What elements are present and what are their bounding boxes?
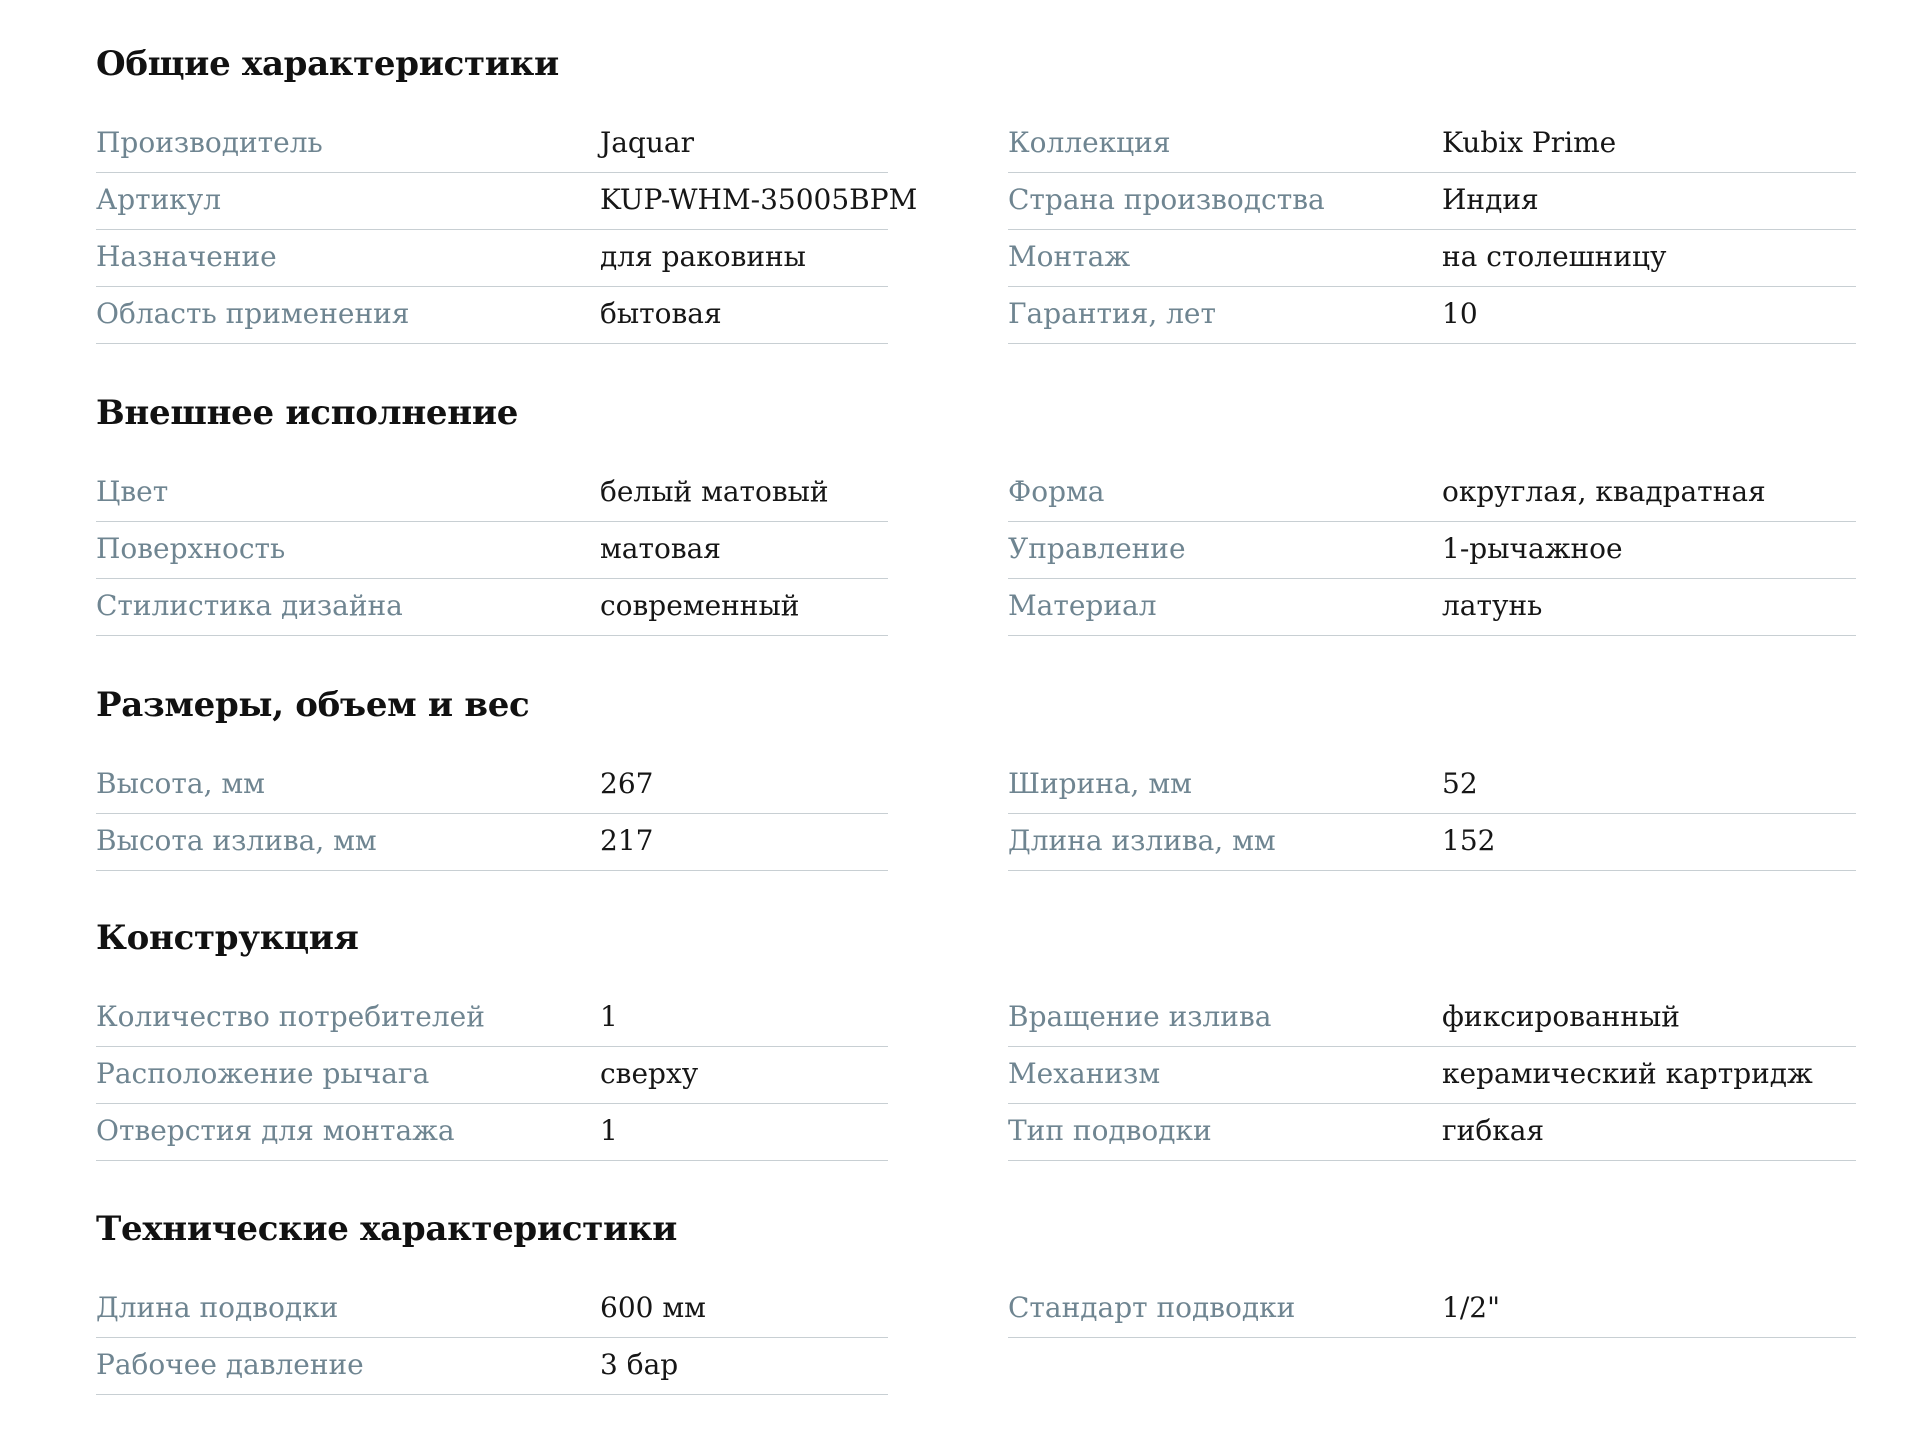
spec-label: Высота, мм <box>96 767 265 800</box>
section-title: Конструкция <box>96 918 359 958</box>
spec-value: 1 <box>600 1114 618 1147</box>
spec-label: Высота излива, мм <box>96 824 377 857</box>
spec-column-left <box>96 116 918 344</box>
spec-label: Область применения <box>96 297 410 330</box>
spec-value: 267 <box>600 767 654 800</box>
spec-row <box>1008 116 1856 173</box>
spec-value: 600 мм <box>600 1291 706 1324</box>
spec-label: Управление <box>1008 532 1186 565</box>
spec-column-left <box>96 757 888 871</box>
section-title: Общие характеристики <box>96 44 559 84</box>
spec-value: современный <box>600 589 800 622</box>
spec-value: округлая, квадратная <box>1442 475 1766 508</box>
spec-row <box>96 173 918 230</box>
section-title: Технические характеристики <box>96 1209 678 1249</box>
spec-column-left <box>96 990 888 1161</box>
section-title: Внешнее исполнение <box>96 393 519 433</box>
spec-label: Стилистика дизайна <box>96 589 403 622</box>
spec-row <box>1008 990 1856 1047</box>
spec-value: 1-рычажное <box>1442 532 1623 565</box>
spec-value: 1/2" <box>1442 1291 1500 1324</box>
spec-row <box>96 1104 888 1161</box>
spec-row <box>96 1338 888 1395</box>
section-general <box>96 44 1856 330</box>
spec-row <box>96 579 888 636</box>
spec-label: Расположение рычага <box>96 1057 430 1090</box>
spec-row <box>96 990 888 1047</box>
spec-value: 1 <box>600 1000 618 1033</box>
spec-value: Kubix Prime <box>1442 126 1617 159</box>
spec-row <box>1008 287 1856 344</box>
spec-value: на столешницу <box>1442 240 1667 273</box>
spec-row <box>1008 522 1856 579</box>
spec-label: Механизм <box>1008 1057 1161 1090</box>
spec-row <box>1008 814 1856 871</box>
spec-label: Назначение <box>96 240 277 273</box>
spec-label: Страна производства <box>1008 183 1325 216</box>
section-appearance <box>96 393 1856 622</box>
spec-value: матовая <box>600 532 721 565</box>
spec-label: Тип подводки <box>1008 1114 1212 1147</box>
spec-row <box>1008 173 1856 230</box>
spec-column-left <box>96 465 888 636</box>
spec-row <box>96 230 888 287</box>
spec-label: Артикул <box>96 183 222 216</box>
spec-label: Ширина, мм <box>1008 767 1192 800</box>
spec-value: 52 <box>1442 767 1478 800</box>
section-title: Размеры, объем и вес <box>96 685 530 725</box>
spec-label: Длина излива, мм <box>1008 824 1276 857</box>
spec-row <box>96 287 888 344</box>
spec-label: Монтаж <box>1008 240 1131 273</box>
spec-column-left <box>96 1281 888 1395</box>
spec-row <box>1008 757 1856 814</box>
spec-value: 10 <box>1442 297 1478 330</box>
spec-row <box>96 757 888 814</box>
spec-row <box>1008 1104 1856 1161</box>
spec-value: KUP-WHM-35005BPM <box>600 183 918 216</box>
spec-value: гибкая <box>1442 1114 1545 1147</box>
spec-value: сверху <box>600 1057 699 1090</box>
spec-row <box>1008 1047 1856 1104</box>
spec-value: латунь <box>1442 589 1543 622</box>
spec-column-right <box>1008 116 1856 344</box>
spec-label: Рабочее давление <box>96 1348 364 1381</box>
spec-label: Цвет <box>96 475 169 508</box>
spec-row <box>1008 465 1856 522</box>
spec-label: Форма <box>1008 475 1105 508</box>
spec-label: Вращение излива <box>1008 1000 1272 1033</box>
section-dimensions <box>96 685 1856 857</box>
spec-row <box>96 465 888 522</box>
spec-column-right <box>1008 990 1856 1161</box>
spec-value: 217 <box>600 824 654 857</box>
spec-row <box>1008 230 1856 287</box>
spec-label: Стандарт подводки <box>1008 1291 1296 1324</box>
spec-label: Отверстия для монтажа <box>96 1114 455 1147</box>
spec-row <box>96 1281 888 1338</box>
spec-row <box>1008 579 1856 636</box>
spec-label: Гарантия, лет <box>1008 297 1216 330</box>
spec-column-right <box>1008 1281 1856 1338</box>
spec-row <box>1008 1281 1856 1338</box>
spec-value: керамический картридж <box>1442 1057 1813 1090</box>
spec-value: белый матовый <box>600 475 829 508</box>
section-construction <box>96 918 1856 1147</box>
spec-row <box>96 522 888 579</box>
spec-value: для раковины <box>600 240 806 273</box>
spec-row <box>96 116 888 173</box>
spec-column-right <box>1008 465 1856 636</box>
spec-label: Длина подводки <box>96 1291 339 1324</box>
spec-column-right <box>1008 757 1856 871</box>
spec-row <box>96 1047 888 1104</box>
spec-value: 3 бар <box>600 1348 679 1381</box>
spec-label: Поверхность <box>96 532 286 565</box>
spec-row <box>96 814 888 871</box>
spec-value: 152 <box>1442 824 1496 857</box>
spec-label: Коллекция <box>1008 126 1171 159</box>
spec-label: Количество потребителей <box>96 1000 485 1033</box>
section-technical <box>96 1209 1856 1381</box>
spec-label: Материал <box>1008 589 1157 622</box>
spec-label: Производитель <box>96 126 323 159</box>
spec-value: Индия <box>1442 183 1539 216</box>
spec-value: бытовая <box>600 297 722 330</box>
spec-value: Jaquar <box>600 126 694 159</box>
spec-value: фиксированный <box>1442 1000 1680 1033</box>
